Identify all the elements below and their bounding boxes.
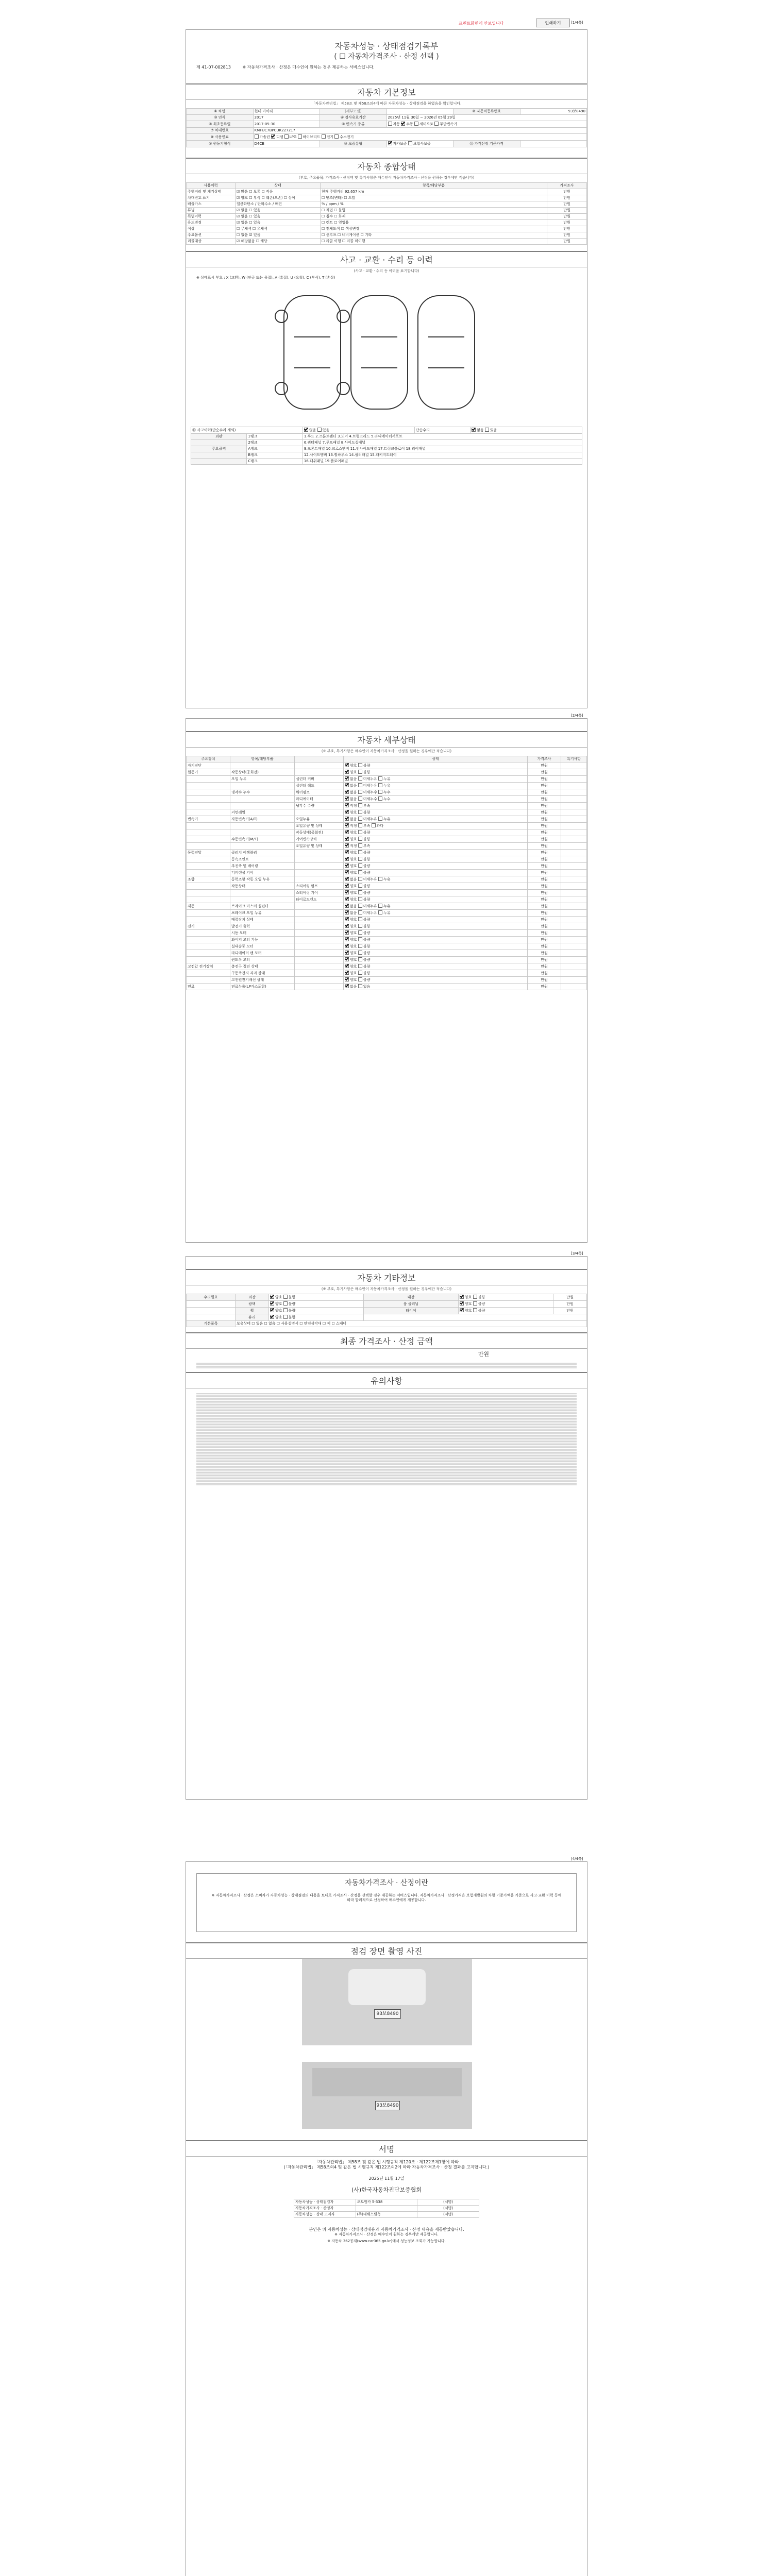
detail-table: 주요장치 항목/해당부품 상태 가격조사 특기사항 자기진단 양호 불량 만원 원동기 작동상태(공회전) 양호 불량 만원 오일 누유 실린더 커버 없음 미세누유 누유 만원 실린더 헤드 없음 미세누유 누유 만원 냉각수 누수 워터펌프 없음 미세누수 누수 만원 라디에이터 없음 미세누수 누수 만원 냉각수 수량 적정 부족 만원 커먼레일 양호 불량 만원 변속기 자동변속기(A/T) 오일누유 없음 미세누유 누유 만원 오일유량 및 상태 적정 부족 과다 만원 작동상태(공회전) 양호 불량 만원 수동변속기(M/T) 기어변속장치 양호 불량 만원 오일유량 및 상태 적정 부족 만원 동력전달 클러치 어셈블리 양호 불량 만원 등속조인트 양호 불량 만원 추진축 및 베어링 양호 불량 만원 디퍼렌셜 기어 양호 불량 만원 조향 동력조향 작동 오일 누유 없음 미세누유 누유 만원 작동상태 스티어링 펌프 양호 불량 만원 스티어링 기어 양호 불량 만원 타이로드엔드 양호 불량 만원 제동 브레이크 마스터 실린더 없음 미세누유 누유 만원 브레이크 오일 누유 없음 미세누유 누유 만원 배력장치 상태 양호 불량 만원 전기 발전기 출력 양호 불량 만원 시동 모터 양호 불량 만원 와이퍼 모터 기능 양호 불량 만원 실내송풍 모터 양호 불량 만원 라디에이터 팬 모터 양호 불량 만원 윈도우 모터 양호 불량 만원 고전압 전기장치 충전구 절연 상태 양호 불량 만원 구동축전지 격리 상태 양호 불량 만원 고전원전기배선 상태 양호 불량 만원 연료 연료누출(LP가스포함) 없음 있음 만원 bbox=[186, 756, 587, 990]
basic-info-table: ① 차명 현대 마이티 (세부모델) ② 자동차등록번호 93보8490 ③ 연식 2017 ④ 검사유효기간 2025년 11월 30일 ~ 2026년 05월 29일 ⑤ 최초등록일 2017-05-30 ⑥ 변속기 종류 자동 수동 세미오토 무단변속기 ⑦ 차대번호 KMFUC7BPCUK227217 ⑧ 사용연료 가솔린 디젤 LPG 하이브리드 전기 수소전기 ⑨ 원동기형식 D4CB ⑩ 보증유형 자가보증 보험사보증 ⑪ 가격산정 기준가격 bbox=[186, 108, 587, 147]
summary-table: 사용이력 상태 항목/해당부품 가격조사 주행거리 및 계기상태 ☑ 많음 ☐ 보통 ☐ 적음 현재 주행거리 92,657 km 만원 차대번호 표기 ☑ 양호 ☐ 부식 ☐ 훼손(오손) ☐ 상이 ☐ 변조(변타) ☐ 도말 만원 배출가스 일산화탄소 / 탄화수소 / 매연 % / ppm / % 만원 튜닝 ☑ 없음 ☐ 있음 ☐ 적법 ☐ 불법 만원 특별이력 ☑ 없음 ☐ 있음 ☐ 침수 ☐ 화재 만원 용도변경 ☑ 없음 ☐ 있음 ☐ 렌트 ☐ 영업용 만원 색상 ☐ 무채색 ☐ 유채색 ☐ 전체도색 ☐ 색상변경 만원 주요옵션 ☐ 없음 ☑ 있음 ☐ 선루프 ☐ 네비게이션 ☐ 기타 만원 리콜대상 ☑ 해당없음 ☐ 해당 ☐ 리콜 이행 ☐ 리콜 미이행 만원 bbox=[186, 182, 587, 245]
rear-plate: 93보8490 bbox=[375, 2101, 400, 2110]
document-number-label: 제 bbox=[196, 65, 200, 70]
summary-desc: (부호, 주요품목, 가격조사 · 산정액 및 특기사항은 매수인이 자동차가격조사 · 산정을 원하는 경우에만 적습니다) bbox=[298, 176, 475, 180]
accident-table: ⑫ 사고이력(단순수리 제외) 없음 있음 단순수리 없음 있음 외판 1랭크 1.후드 2.프론트펜더 3.도어 4.트렁크리드 5.라디에이터서포트 2랭크 6.쿼터패널 7.루프패널 8.사이드실패널 주요골격 A랭크 9.프론트패널 10.크로스멤버 11.인사이드패널 17.트렁크플로어 18.리어패널 B랭크 12.사이드멤버 13.휠하우스 14.필러패널 15.패키지트레이 C랭크 16.대쉬패널 19.플로어패널 bbox=[191, 427, 582, 465]
summary-section: 자동차 종합상태 bbox=[186, 158, 587, 174]
basic-info-section: 자동차 기본정보 bbox=[186, 83, 587, 100]
other-info-desc: (※ 부호, 특기사항은 매수인이 자동차가격조사 · 산정을 원하는 경우에만 적습니다) bbox=[321, 1287, 452, 1291]
summary-row: 주행거리 및 계기상태 ☑ 많음 ☐ 보통 ☐ 적음 현재 주행거리 92,657 km 만원 bbox=[187, 189, 587, 195]
accident-desc: (사고 · 교환 · 수리 등 이력을 표기합니다) bbox=[354, 269, 419, 273]
page-title: 자동차성능 · 상태점검기록부 bbox=[334, 41, 439, 51]
other-info-table: 수리필요 외장 양호 불량 내장 양호 불량 만원 광택 양호 불량 룸 클리닝 양호 불량 만원 휠 양호 불량 타이어 양호 불량 만원 유리 양호 불량 기본품목 보유상태 ☐ 있음 ☐ 없음 ☐ 사용설명서 ☐ 안전삼각대 ☐ 잭 ☐ 스패너 bbox=[186, 1294, 587, 1327]
buyer-notice: ※ 자동차가격조사 · 산정은 매수인이 원하는 경우에만 제공합니다. bbox=[334, 2232, 439, 2236]
other-info-section: 자동차 기타정보 bbox=[186, 1269, 587, 1285]
summary-row: 차대번호 표기 ☑ 양호 ☐ 부식 ☐ 훼손(오손) ☐ 상이 ☐ 변조(변타) ☐ 도말 만원 bbox=[187, 195, 587, 201]
detail-page bbox=[186, 718, 587, 1243]
detail-section: 자동차 세부상태 bbox=[186, 731, 587, 748]
photos-section: 점검 장면 촬영 사진 bbox=[186, 1942, 587, 1959]
signature-section: 서명 bbox=[186, 2140, 587, 2157]
print-button[interactable]: 인쇄하기 bbox=[536, 19, 570, 27]
final-price-unit: 만원 bbox=[478, 1351, 489, 1358]
summary-row: 리콜대상 ☑ 해당없음 ☐ 해당 ☐ 리콜 이행 ☐ 리콜 미이행 만원 bbox=[187, 239, 587, 245]
car-diagram bbox=[186, 280, 586, 425]
other-info-page bbox=[186, 1256, 587, 1800]
guide-page bbox=[186, 1861, 587, 2576]
basic-info-desc: 「자동차관리법」 제58조 및 제58조의4에 따른 자동차성능 · 상태점검을 하였음을 확인합니다. bbox=[311, 101, 462, 106]
notes-body bbox=[186, 1388, 587, 1490]
document-notice: ※ 자동차가격조사 · 산정은 매수인이 원하는 경우 제공하는 서비스입니다. bbox=[242, 65, 375, 70]
summary-row: 튜닝 ☑ 없음 ☐ 있음 ☐ 적법 ☐ 불법 만원 bbox=[187, 208, 587, 214]
front-plate: 93보8490 bbox=[374, 2009, 401, 2019]
final-price-section: 최종 가격조사 · 산정 금액 bbox=[186, 1332, 587, 1349]
accident-legend: ※ 상태표시 부호 : X (교환), W (판금 또는 용접), A (흠집), U (요철), C (부식), T (손상) bbox=[196, 276, 335, 280]
accident-section: 사고 · 교환 · 수리 등 이력 bbox=[186, 251, 587, 267]
page-subtitle: ( ☐ 자동차가격조사 · 산정 선택 ) bbox=[334, 53, 439, 61]
document-number: 41-07-002813 bbox=[201, 65, 231, 70]
sign-date: 2025년 11월 17일 bbox=[368, 2176, 405, 2181]
company-name: (사)한국자동차진단보증협회 bbox=[351, 2187, 422, 2193]
detail-desc: (※ 부호, 특기사항은 매수인이 자동차가격조사 · 산정을 원하는 경우에만 적습니다) bbox=[321, 749, 452, 753]
summary-row: 색상 ☐ 무채색 ☐ 유채색 ☐ 전체도색 ☐ 색상변경 만원 bbox=[187, 226, 587, 232]
guide-text: ※ 자동차가격조사 · 산정은 소비자가 자동차성능 · 상태점검의 내용을 토대로 가격조사 · 산정을 선택할 경우 제공하는 서비스입니다. 자동차가격조사 · 산정가격은 보험개발원의 차량 기준가액을 기준으로 사고·교환 이력 등에 따라 합리적으로 산정하여 매수인에게 제공합니다. bbox=[211, 1893, 562, 1902]
notes-section: 유의사항 bbox=[186, 1372, 587, 1388]
summary-row: 용도변경 ☑ 없음 ☐ 있음 ☐ 렌트 ☐ 영업용 만원 bbox=[187, 220, 587, 226]
law-text: 「자동차관리법」 제58조 및 같은 법 시행규칙 제120조 · 제122조제1항에 따라 bbox=[314, 2160, 459, 2164]
sign-table: 자동차성능 · 상태점검자 오토원카 5-338 (서명) 자동차가격조사 · 산정자 (서명) 자동차성능 · 상태 고지자 (주)대해스틸축 (서명) bbox=[294, 2199, 479, 2218]
page-number: [1/4쪽] bbox=[571, 21, 583, 25]
summary-row: 주요옵션 ☐ 없음 ☑ 있음 ☐ 선루프 ☐ 네비게이션 ☐ 기타 만원 bbox=[187, 232, 587, 239]
rear-photo bbox=[302, 2062, 472, 2129]
footer-note: ※ 자동차 362공제(www.car365.go.kr)에서 성능정보 조회가 가능합니다. bbox=[327, 2239, 446, 2243]
inspection-record-page bbox=[186, 29, 587, 708]
page-number-2: [2/4쪽] bbox=[571, 714, 583, 718]
summary-row: 배출가스 일산화탄소 / 탄화수소 / 매연 % / ppm / % 만원 bbox=[187, 201, 587, 208]
guide-title: 자동차가격조사 · 산정이란 bbox=[344, 1879, 429, 1887]
print-note: 프린트화면에 안보입니다 bbox=[459, 21, 504, 26]
law-text-2: (「자동차관리법」 제58조의4 및 같은 법 시행규칙 제122조의2에 따라 자동차가격조사 · 산정 결과를 고지합니다.) bbox=[283, 2165, 490, 2170]
front-photo bbox=[302, 1959, 472, 2045]
buyer-confirm: 본인은 위 자동차성능 · 상태점검내용과 자동차가격조사 · 산정 내용을 제공받았습니다. bbox=[309, 2227, 464, 2232]
page-number-3: [3/4쪽] bbox=[571, 1251, 583, 1256]
summary-row: 특별이력 ☑ 없음 ☐ 있음 ☐ 침수 ☐ 화재 만원 bbox=[187, 214, 587, 220]
page-number-4: [4/4쪽] bbox=[571, 1857, 583, 1861]
